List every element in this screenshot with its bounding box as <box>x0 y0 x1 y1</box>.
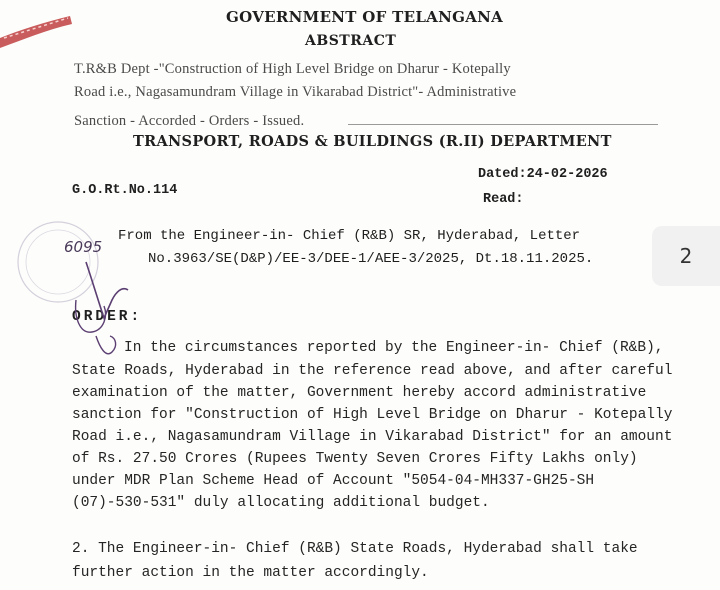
read-label: Read: <box>483 192 524 207</box>
reference-line-1: From the Engineer-in- Chief (R&B) SR, Hyderabad, Letter <box>118 228 581 244</box>
order-heading: ORDER: <box>72 309 143 325</box>
go-number: G.O.Rt.No.114 <box>72 183 178 198</box>
abstract-heading: ABSTRACT <box>305 33 397 49</box>
order-paragraph-1-line: sanction for "Construction of High Level Bridge on Dharur - Kotepally <box>72 407 673 423</box>
order-paragraph-2-line: 2. The Engineer-in- Chief (R&B) State Roads, Hyderabad shall take <box>72 541 638 557</box>
order-paragraph-1-line: of Rs. 27.50 Crores (Rupees Twenty Seven Crores Fifty Lakhs only) <box>72 451 638 467</box>
government-title: GOVERNMENT OF TELANGANA <box>226 8 504 26</box>
subject-divider <box>348 124 658 125</box>
dated-label: Dated:24-02-2026 <box>478 167 608 182</box>
order-paragraph-1-line: under MDR Plan Scheme Head of Account "5054-04-MH337-GH25-SH <box>72 473 595 489</box>
inward-number-note: 6095 <box>64 238 103 256</box>
department-heading: TRANSPORT, ROADS & BUILDINGS (R.II) DEPARTMENT <box>133 133 612 150</box>
order-paragraph-1-line: examination of the matter, Government hereby accord administrative <box>72 385 647 401</box>
order-paragraph-1-line: (07)-530-531" duly allocating additional budget. <box>72 495 490 511</box>
order-paragraph-1-line: State Roads, Hyderabad in the reference read above, and after careful <box>72 363 673 379</box>
order-paragraph-1-line: Road i.e., Nagasamundram Village in Vikarabad District" for an amount <box>72 429 673 445</box>
order-paragraph-1-line: In the circumstances reported by the Engineer-in- Chief (R&B), <box>124 340 664 356</box>
subject-line-3: Sanction - Accorded - Orders - Issued. <box>74 113 305 129</box>
order-paragraph-2-line: further action in the matter accordingly. <box>72 565 429 581</box>
reference-line-2: No.3963/SE(D&P)/EE-3/DEE-1/AEE-3/2025, Dt.18.11.2025. <box>148 251 594 267</box>
page-count-badge[interactable]: 2 <box>652 226 720 286</box>
subject-line-2: Road i.e., Nagasamundram Village in Vikarabad District"- Administrative <box>74 84 517 100</box>
subject-line-1: T.R&B Dept -"Construction of High Level Bridge on Dharur - Kotepally <box>74 61 511 77</box>
